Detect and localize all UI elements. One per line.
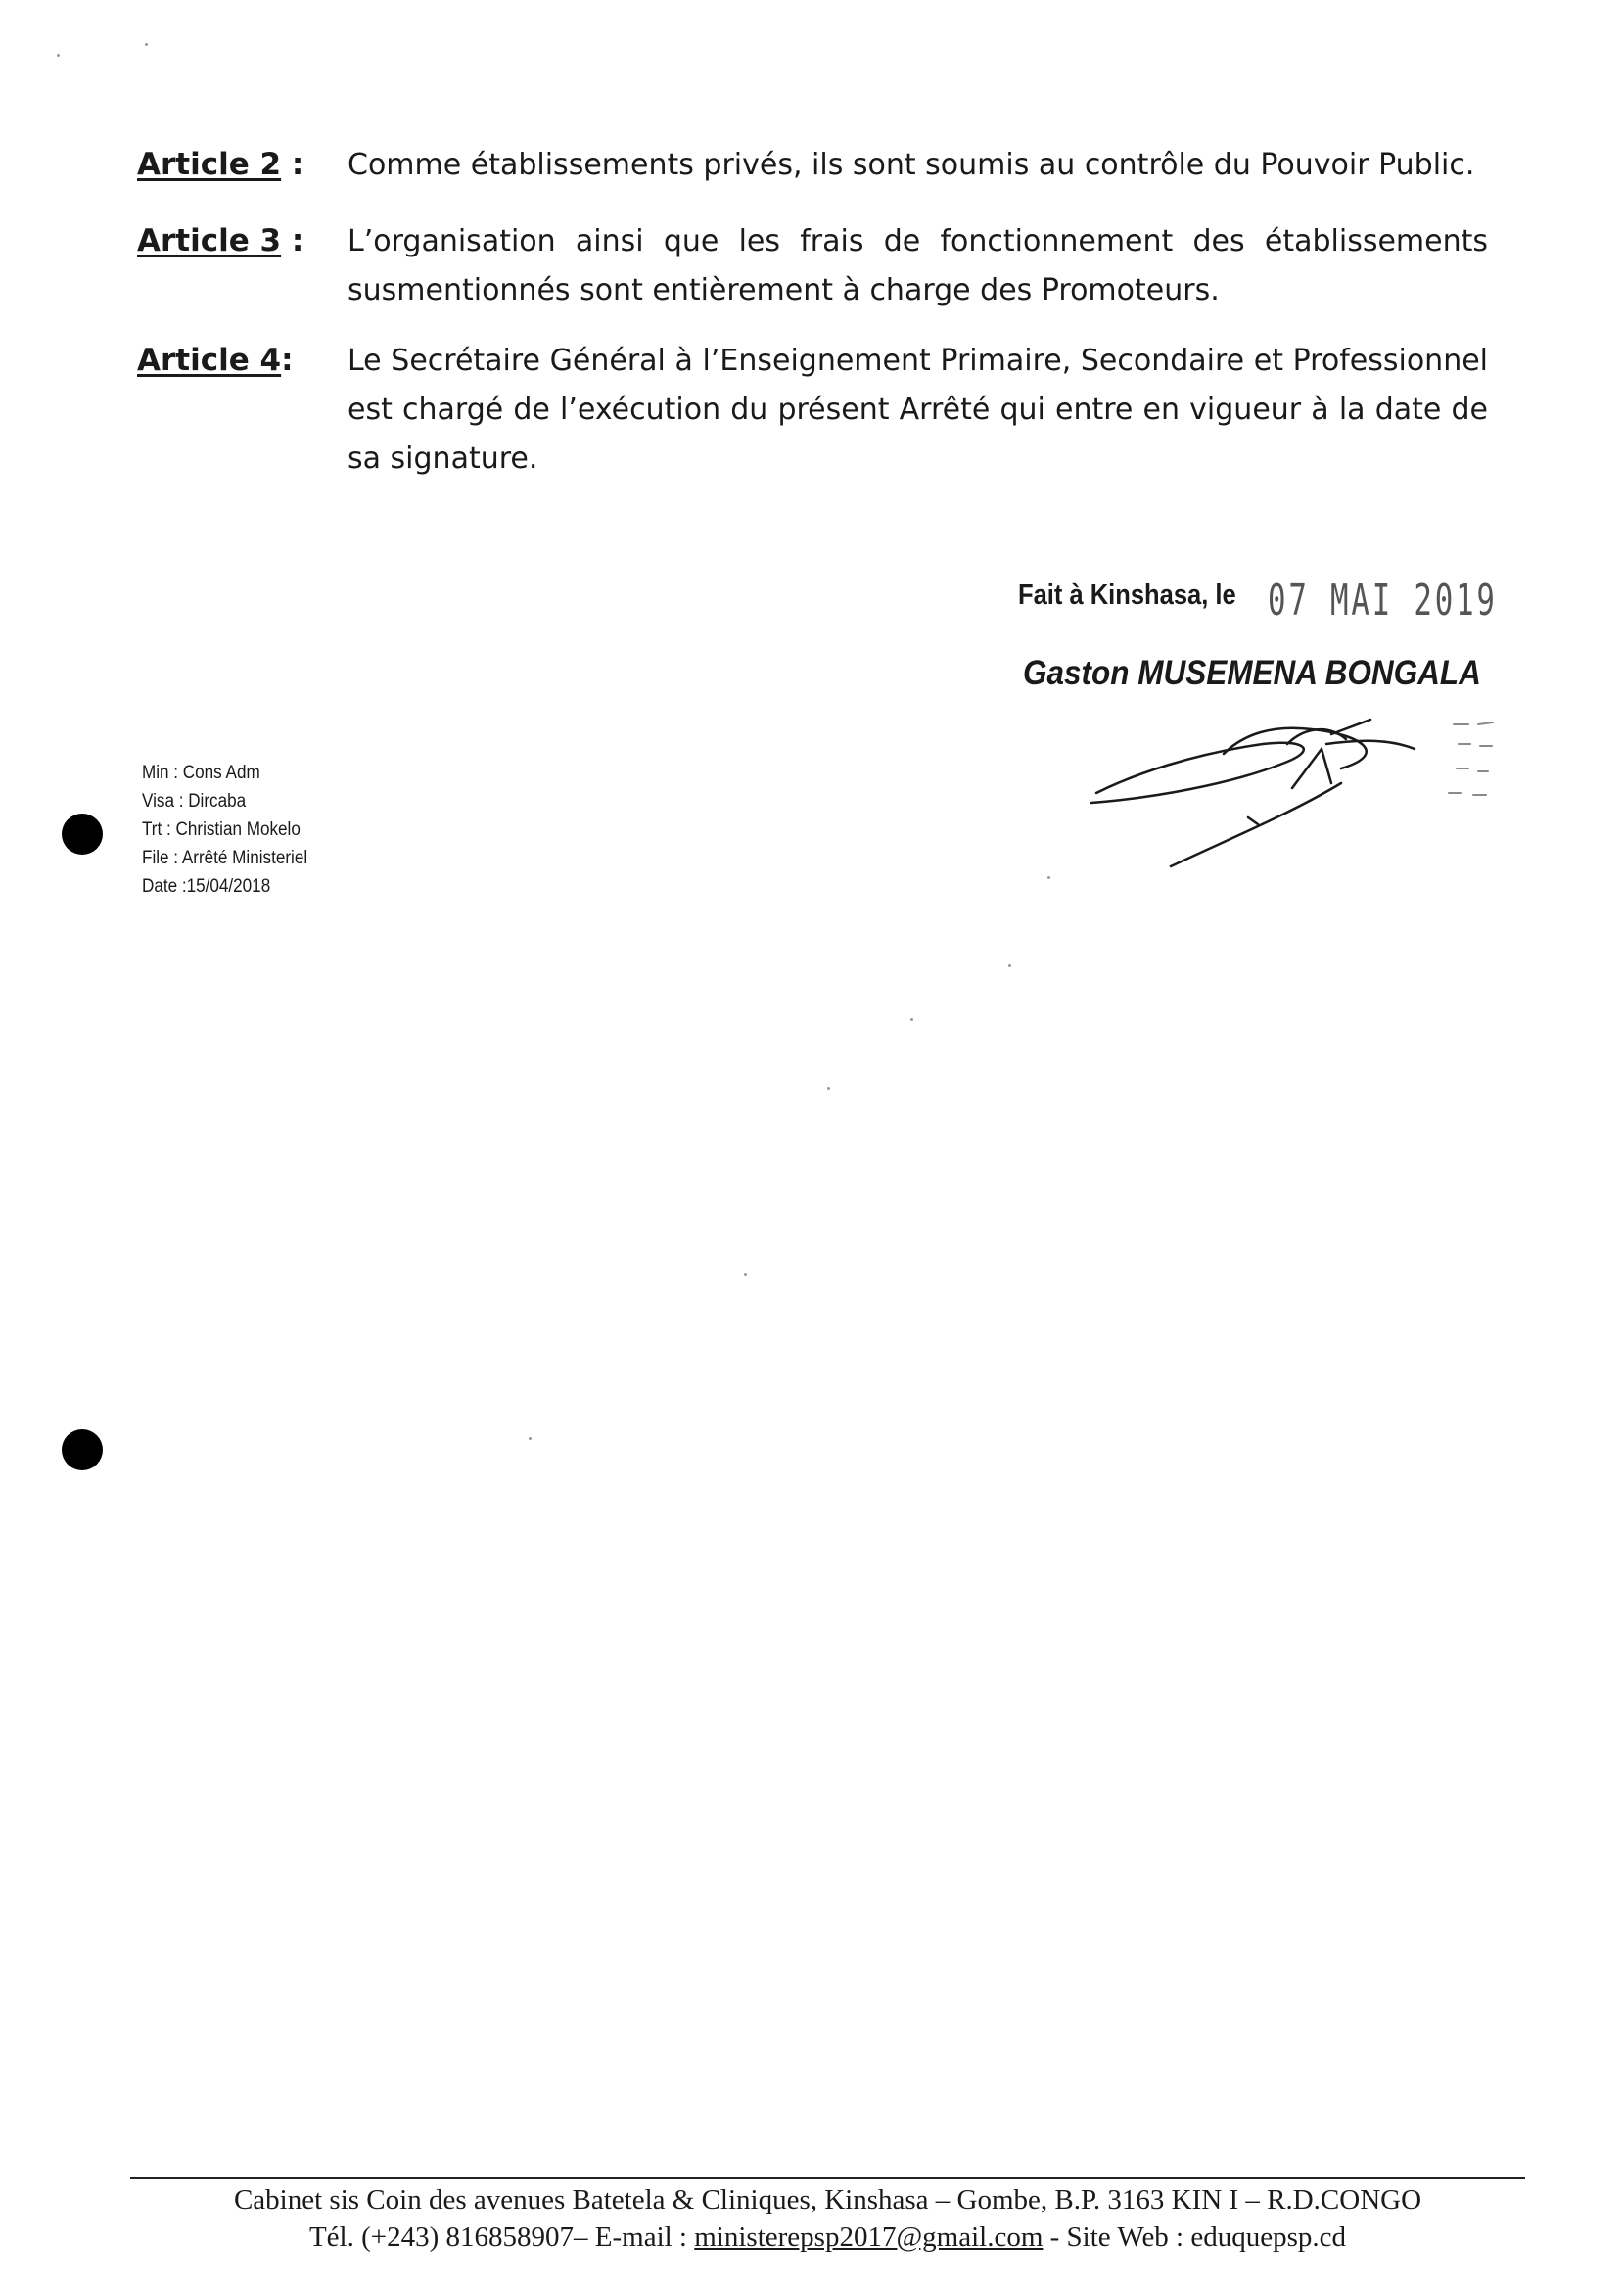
scan-speck (827, 1087, 830, 1090)
filing-metadata (142, 759, 307, 901)
article-text: Comme établissements privés, ils sont soumis au contrôle du Pouvoir Public. (348, 148, 1475, 182)
punch-hole (62, 814, 103, 855)
meta-line: Min : Cons Adm (142, 763, 260, 783)
scan-speck (529, 1437, 532, 1440)
scan-speck (910, 1018, 913, 1021)
article-label: Article 2 : (137, 147, 304, 182)
scan-speck (1008, 964, 1011, 967)
footer (130, 2181, 1525, 2256)
article-text: L’organisation ainsi que les frais de fonctionnement des établissements susmentionnés sont entièrement à charge des Promoteurs. (348, 224, 1488, 307)
scan-speck (744, 1273, 747, 1276)
meta-line: Trt : Christian Mokelo (142, 819, 301, 840)
stamp-date: 07 MAI 2019 (1268, 576, 1498, 626)
punch-hole (62, 1429, 103, 1470)
footer-address: Cabinet sis Coin des avenues Batetela & Cliniques, Kinshasa – Gombe, B.P. 3163 KIN I – R.D.CONGO (233, 2184, 1422, 2215)
email-link[interactable]: ministerepsp2017@gmail.com (694, 2221, 1044, 2253)
scan-speck (1047, 876, 1050, 879)
meta-line: Date :15/04/2018 (142, 876, 271, 897)
signer-name: Gaston MUSEMENA BONGALA (1023, 654, 1481, 692)
article-text: Le Secrétaire Général à l’Enseignement Primaire, Secondaire et Professionnel est chargé de l’exécution du présent Arrêté qui entre en vigueur à la date de sa signature. (348, 344, 1488, 476)
scan-speck (57, 54, 60, 57)
scan-speck (145, 43, 148, 46)
article-label: Article 3 : (137, 223, 304, 258)
footer-rule (130, 2177, 1525, 2179)
handwritten-signature (1077, 695, 1508, 891)
meta-line: File : Arrêté Ministeriel (142, 848, 308, 868)
article-label: Article 4: (137, 343, 294, 378)
place-label: Fait à Kinshasa, le (1018, 580, 1236, 611)
meta-line: Visa : Dircaba (142, 791, 247, 812)
footer-contact: Tél. (+243) 816858907– E-mail : ministerepsp2017@gmail.com - Site Web : eduquepsp.cd (308, 2221, 1347, 2253)
